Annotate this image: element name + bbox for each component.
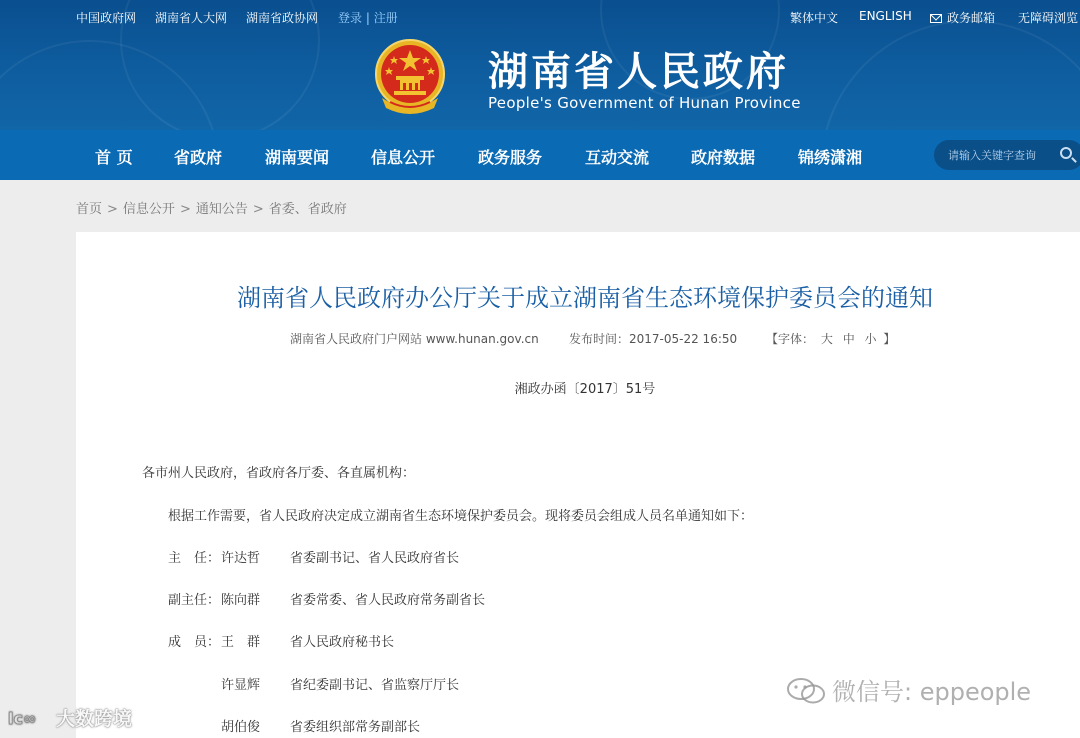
english-link[interactable]: ENGLISH (859, 9, 912, 23)
member-role: 成 员： (168, 635, 221, 650)
nav-item-scenic-hunan[interactable]: 锦绣潇湘 (798, 148, 863, 167)
member-role: 副主任： (168, 593, 221, 608)
nav-item-gov-services[interactable]: 政务服务 (478, 148, 543, 167)
wechat-watermark-text: 微信号: eppeople (832, 678, 1032, 706)
nav-item-provincial-gov[interactable]: 省政府 (174, 148, 223, 167)
divider: | (365, 11, 374, 25)
member-name: 胡伯俊 (221, 720, 261, 735)
site-subtitle: People's Government of Hunan Province (488, 94, 801, 112)
search-box (934, 140, 1080, 170)
member-position: 省委常委、省人民政府常务副省长 (290, 593, 486, 608)
font-size-large[interactable]: 大 (820, 332, 833, 346)
svg-text:lc∞: lc∞ (8, 709, 37, 728)
article-intro: 根据工作需要，省人民政府决定成立湖南省生态环境保护委员会。现将委员会组成人员名单通知如下： (168, 509, 754, 524)
nav-item-home[interactable]: 首 页 (95, 148, 133, 167)
header-decoration (820, 20, 1080, 130)
login-register (338, 9, 398, 26)
national-emblem-icon (372, 36, 448, 116)
nav-item-hunan-news[interactable]: 湖南要闻 (265, 148, 330, 167)
site-header (0, 0, 1080, 130)
brand-watermark-text: 大数跨境 (56, 708, 133, 730)
link-hunan-cppcc[interactable]: 湖南省政协网 (246, 11, 319, 25)
member-name: 许达哲 (221, 551, 261, 566)
main-nav (0, 130, 1080, 180)
accessible-link[interactable]: 无障碍浏览 (1018, 11, 1079, 25)
member-name: 王 群 (221, 635, 261, 650)
search-input[interactable] (948, 146, 1058, 164)
breadcrumb (76, 198, 347, 217)
member-name: 陈向群 (221, 593, 261, 608)
register-link[interactable]: 注册 (373, 11, 398, 25)
font-size-small[interactable]: 小 (864, 332, 877, 346)
brand-watermark (8, 704, 132, 731)
top-bar (0, 0, 1080, 32)
member-position: 省委组织部常务副部长 (290, 720, 421, 735)
traditional-chinese-link[interactable]: 繁体中文 (790, 11, 839, 25)
gov-mail-label: 政务邮箱 (947, 11, 996, 25)
breadcrumb-info-disclosure[interactable]: 信息公开 (122, 202, 175, 217)
search-icon[interactable] (1060, 147, 1072, 159)
member-position: 省人民政府秘书长 (290, 635, 395, 650)
link-hunan-npc[interactable]: 湖南省人大网 (155, 11, 228, 25)
nav-item-interaction[interactable]: 互动交流 (585, 148, 650, 167)
nav-item-info-disclosure[interactable]: 信息公开 (371, 148, 436, 167)
member-position: 省纪委副书记、省监察厅厅长 (290, 678, 460, 693)
breadcrumb-home[interactable]: 首页 (76, 202, 103, 217)
mail-icon (930, 14, 942, 23)
member-name: 许显辉 (221, 678, 261, 693)
document-number: 湘政办函〔2017〕51号 (514, 382, 656, 397)
member-position: 省委副书记、省人民政府省长 (290, 551, 460, 566)
breadcrumb-separator: > (107, 202, 118, 217)
login-link[interactable]: 登录 (338, 11, 363, 25)
breadcrumb-committee[interactable]: 省委、省政府 (268, 202, 347, 217)
site-title: 湖南省人民政府 (488, 49, 789, 95)
font-size-label: 【字体： (766, 332, 815, 346)
font-size-selector (766, 330, 895, 347)
nav-item-gov-data[interactable]: 政府数据 (691, 148, 756, 167)
article-publish-time: 发布时间：2017-05-22 16:50 (569, 332, 738, 346)
wechat-icon (786, 677, 826, 705)
breadcrumb-separator: > (252, 202, 264, 217)
wechat-watermark (786, 672, 1031, 707)
font-size-medium[interactable]: 中 (842, 332, 855, 346)
article-salutation: 各市州人民政府，省政府各厅委、各直属机构： (142, 466, 416, 481)
gov-mail-link[interactable] (930, 9, 995, 26)
member-role: 主 任： (168, 551, 221, 566)
breadcrumb-notices[interactable]: 通知公告 (195, 202, 248, 217)
link-china-gov[interactable]: 中国政府网 (76, 11, 137, 25)
article-title: 湖南省人民政府办公厅关于成立湖南省生态环境保护委员会的通知 (237, 284, 933, 312)
article-source: 湖南省人民政府门户网站 www.hunan.gov.cn (290, 332, 539, 346)
brand-logo-icon (8, 707, 54, 729)
breadcrumb-separator: > (179, 202, 191, 217)
font-size-close: 】 (883, 332, 896, 346)
